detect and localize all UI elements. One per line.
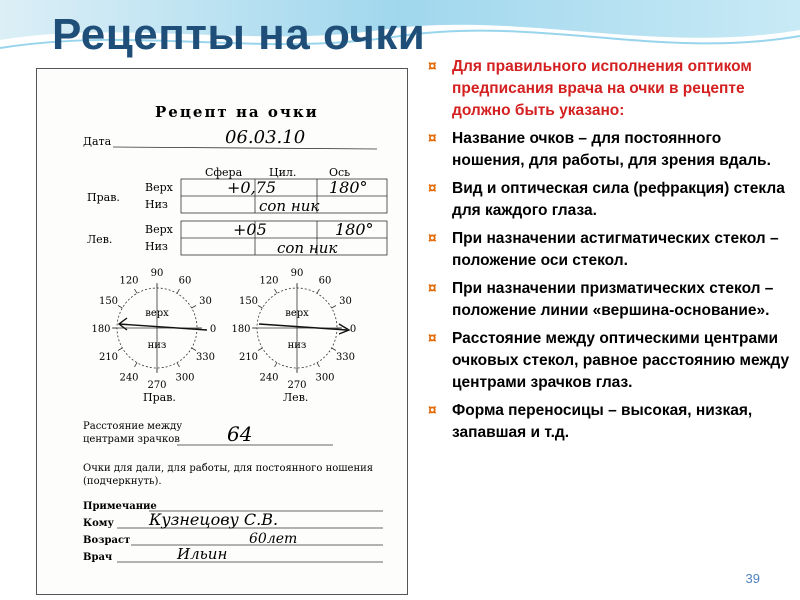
left-bottom-value: con ник — [277, 239, 338, 257]
date-value: 06.03.10 — [225, 127, 306, 148]
to-label: Кому — [83, 518, 114, 529]
bullet-text: При назначении астигматических стекол – положение оси стекол. — [452, 230, 779, 269]
bullet-item — [428, 278, 790, 322]
dial-angle-label: 330 — [335, 352, 356, 363]
page-number: 39 — [745, 571, 760, 586]
dial-angle-label: 300 — [175, 372, 195, 384]
note-label: Примечание — [83, 501, 157, 512]
bullet-mark-icon: ¤ — [428, 330, 437, 347]
right-top-label: Верх — [145, 181, 173, 194]
to-value: Кузнецову С.В. — [149, 510, 279, 529]
prescription-form-image — [36, 68, 408, 595]
dial-left-caption: Лев. — [283, 391, 309, 404]
doctor-signature: Ильин — [177, 545, 228, 563]
dial-right-caption: Прав. — [143, 391, 176, 404]
dial-angle-label: 120 — [119, 275, 139, 287]
age-label: Возраст — [83, 535, 131, 546]
dial-angle-label: 150 — [238, 296, 259, 307]
prescription-form-drawing — [37, 69, 407, 594]
left-bottom-label: Низ — [145, 240, 168, 253]
dial-top-word: верх — [145, 308, 169, 319]
dial-bottom-word: низ — [147, 340, 167, 351]
glasses-type-line-2: (подчеркнуть). — [83, 476, 162, 487]
bullet-text: Название очков – для постоянного ношения, для работы, для зрения вдаль. — [452, 130, 771, 169]
bullet-text: При назначении призматических стекол – положение линии «вершина-основание». — [452, 280, 774, 319]
right-eye-label: Прав. — [87, 191, 120, 204]
dial-angle-label: 60 — [178, 275, 192, 287]
bullet-item — [428, 228, 790, 272]
right-bottom-label: Низ — [145, 198, 168, 211]
col-axis: Ось — [329, 166, 351, 179]
right-axis-dial — [91, 268, 216, 391]
dial-angle-label: 150 — [98, 296, 119, 307]
left-top-label: Верх — [145, 223, 173, 236]
bullet-mark-icon: ¤ — [428, 280, 437, 297]
distance-label-1: Расстояние между — [83, 421, 183, 432]
dial-angle-label: 120 — [259, 275, 279, 287]
bullet-item — [428, 56, 790, 122]
form-heading: Рецепт на очки — [155, 103, 319, 121]
bullet-item — [428, 128, 790, 172]
bullet-item — [428, 328, 790, 394]
slide-title: Рецепты на очки — [52, 10, 426, 59]
bullet-mark-icon: ¤ — [428, 130, 437, 147]
bullet-text: Для правильного исполнения оптиком предписания врача на очки в рецепте должно быть указано: — [452, 58, 752, 119]
dial-angle-label: 270 — [287, 380, 307, 391]
dial-angle-label: 210 — [98, 352, 119, 363]
dial-angle-label: 30 — [339, 296, 352, 307]
glasses-type-line-1: Очки для дали, для работы, для постоянного ношения — [83, 463, 374, 474]
doctor-label: Врач — [83, 552, 113, 563]
dial-angle-label: 90 — [290, 268, 304, 279]
dial-angle-label: 180 — [91, 324, 111, 335]
dial-angle-label: 30 — [199, 296, 212, 307]
dial-angle-label: 300 — [315, 372, 335, 384]
dial-angle-label: 240 — [119, 372, 139, 384]
left-eye-label: Лев. — [87, 233, 113, 246]
left-axis-dial — [231, 268, 356, 391]
dial-bottom-word: низ — [287, 340, 307, 351]
col-cyl: Цил. — [269, 166, 297, 179]
dial-angle-label: 0 — [349, 324, 357, 335]
date-label: Дата — [83, 135, 112, 148]
bullet-mark-icon: ¤ — [428, 58, 437, 75]
bullet-item — [428, 400, 790, 444]
right-top-sphere-value: +0,75 — [227, 178, 277, 197]
dial-angle-label: 240 — [259, 372, 279, 384]
distance-label-2: центрами зрачков — [83, 434, 180, 445]
right-bottom-value: con ник — [259, 197, 320, 215]
dial-angle-label: 270 — [147, 380, 167, 391]
dial-angle-label: 90 — [150, 268, 164, 279]
bullet-text: Расстояние между оптическими центрами очковых стекол, равное расстоянию между центрами зрачков глаз. — [452, 330, 790, 391]
bullet-text: Форма переносицы – высокая, низкая, запавшая и т.д. — [452, 402, 753, 441]
left-top-axis-value: 180° — [335, 220, 374, 239]
bullet-mark-icon: ¤ — [428, 402, 437, 419]
bullet-mark-icon: ¤ — [428, 230, 437, 247]
left-top-sphere-value: +05 — [233, 220, 267, 239]
bullet-list — [428, 56, 790, 450]
distance-value: 64 — [227, 422, 253, 446]
dial-angle-label: 180 — [231, 324, 251, 335]
bullet-item — [428, 178, 790, 222]
bullet-mark-icon: ¤ — [428, 180, 437, 197]
dial-angle-label: 330 — [195, 352, 216, 363]
age-value: 60лет — [249, 531, 298, 547]
dial-angle-label: 210 — [238, 352, 259, 363]
bullet-text: Вид и оптическая сила (рефракция) стекла для каждого глаза. — [452, 180, 785, 219]
dial-angle-label: 60 — [318, 275, 332, 287]
dial-angle-label: 0 — [209, 324, 217, 335]
dial-top-word: верх — [285, 308, 309, 319]
col-sphere: Сфера — [205, 166, 243, 179]
right-top-axis-value: 180° — [329, 178, 368, 197]
